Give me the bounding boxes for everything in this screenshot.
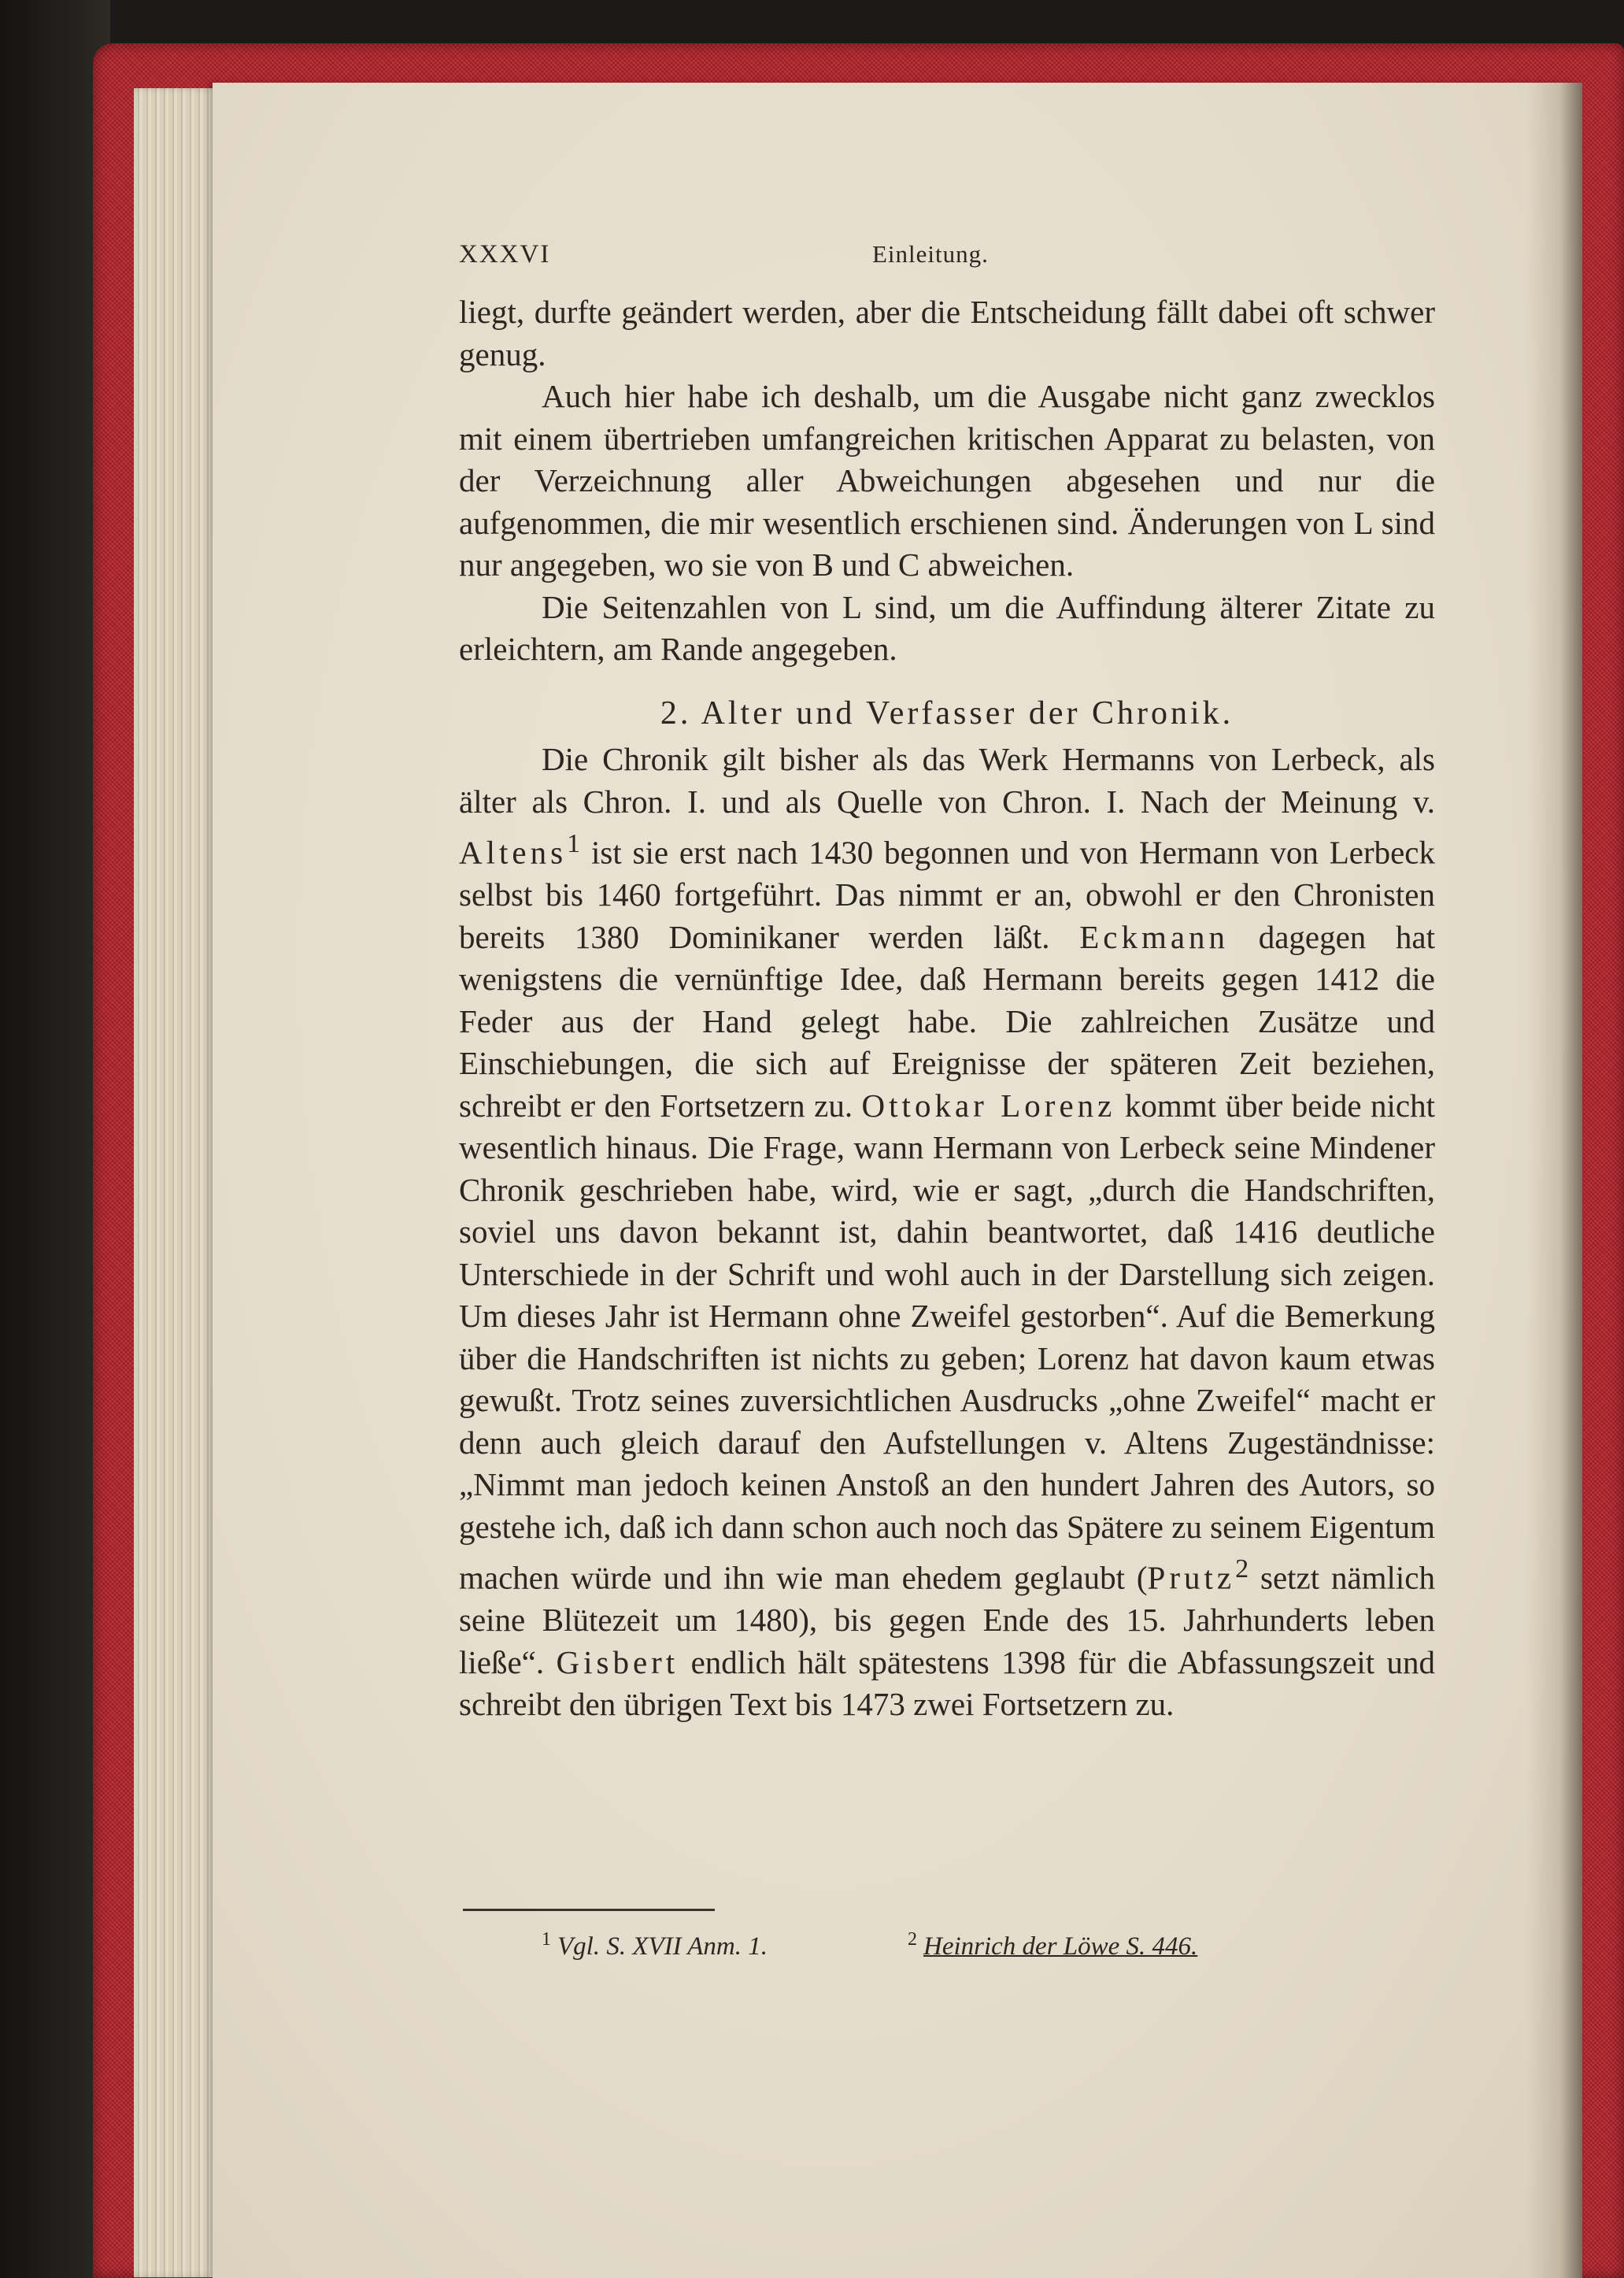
main-segment-6: endlich hält spätestens 1398 für die Abfassungszeit und schreibt den übrigen Text bis 1473 zwei Fortsetzern zu.	[459, 1643, 1436, 1723]
body-text	[459, 291, 1435, 1726]
paragraph-1: liegt, durfte geändert werden, aber die Entscheidung fällt dabei oft schwer genug.	[459, 294, 1435, 372]
footnote-ref-1: 1	[567, 829, 581, 858]
running-head	[459, 240, 1443, 272]
footnote-rule	[463, 1909, 715, 1911]
footnote-2	[908, 1929, 1197, 1961]
footnote-text: Heinrich der Löwe S. 446.	[923, 1932, 1198, 1961]
footnote-1	[542, 1929, 768, 1961]
name-prutz: Prutz	[1147, 1559, 1236, 1596]
name-gisbert: Gisbert	[556, 1643, 679, 1680]
name-altens: Altens	[459, 834, 568, 871]
footnote-ref-2: 2	[1235, 1554, 1249, 1584]
main-segment-4: kommt über beide nicht wesentlich hinaus. Die Frage, wann Hermann von Lerbeck seine Mindener Chronik geschrieben habe, wird, wie er sagt, „durch die Handschriften, soviel uns davon bekannt ist, dahin beantwortet, daß 1416 deutliche Unterschiede in der Schrift und wohl auch in der Darstellung sich zeigen. Um dieses Jahr ist Hermann ohne Zweifel gestorben“. Auf die Bemerkung über die Handschriften ist nichts zu geben; Lorenz hat davon kaum etwas gewußt. Trotz seines zuversichtlichen Ausdrucks „ohne Zweifel“ macht er denn auch gleich darauf den Aufstellungen v. Altens Zugeständnisse: „Nimmt man jedoch keinen Anstoß an den hundert Jahren des Autors, so gestehe ich, daß ich dann schon auch noch das Spätere zu seinem Eigentum machen würde und ihn wie man ehedem geglaubt (	[459, 1087, 1436, 1596]
running-title: Einleitung.	[872, 240, 989, 268]
paragraph-2: Auch hier habe ich deshalb, um die Ausgabe nicht ganz zwecklos mit einem übertrieben umfangreichen kritischen Apparat zu belasten, von der Verzeichnung aller Abweichungen abgesehen und nur die aufgenommen, die mir wesentlich erschienen sind. Änderungen von L sind nur angegeben, wo sie von B und C abweichen.	[459, 378, 1435, 583]
main-segment-2: ist sie erst nach 1430 begonnen und von Hermann von Lerbeck selbst bis 1460 fortgeführt. Das nimmt er an, obwohl er den Chronisten bereits 1380 Dominikaner werden läßt.	[459, 834, 1435, 955]
footnote-text: Vgl. S. XVII Anm. 1.	[557, 1932, 768, 1961]
main-segment-5: setzt nämlich seine Blütezeit um 1480), bis gegen Ende des 15. Jahrhunderts leben ließe“.	[459, 1559, 1436, 1680]
section-heading: 2. Alter und Verfasser der Chronik.	[660, 695, 1234, 732]
paragraph-main	[459, 739, 1435, 1726]
page-number: XXXVI	[459, 240, 551, 269]
main-segment-3: dagegen hat wenigstens die vernünftige Idee, daß Hermann bereits gegen 1412 die Feder aus der Hand gelegt habe. Die zahlreichen Zusätze und Einschiebungen, die sich auf Ereignisse der späteren Zeit beziehen, schreibt er den Fortsetzern zu.	[459, 918, 1436, 1124]
page-gutter	[1527, 83, 1582, 2278]
paragraph-3: Die Seitenzahlen von L sind, um die Auffindung älterer Zitate zu erleichtern, am Rande angegeben.	[459, 588, 1435, 667]
footnote-mark: 2	[908, 1929, 917, 1950]
main-segment-1: Die Chronik gilt bisher als das Werk Hermanns von Lerbeck, als älter als Chron. I. und als Quelle von Chron. I. Nach der Meinung v.	[459, 741, 1435, 820]
name-lorenz: Ottokar Lorenz	[861, 1087, 1116, 1124]
footnote-mark: 1	[542, 1929, 551, 1950]
name-eckmann: Eckmann	[1079, 918, 1230, 955]
